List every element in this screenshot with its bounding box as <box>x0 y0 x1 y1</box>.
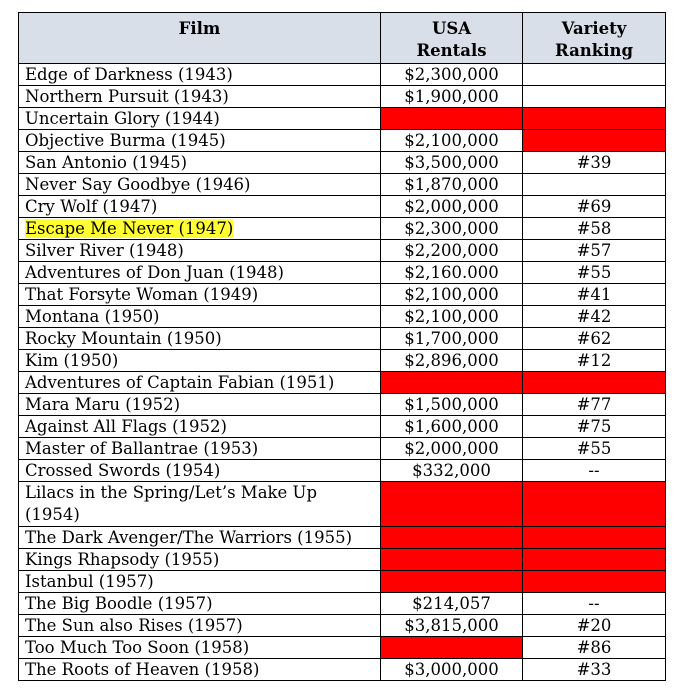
rentals-missing-cell <box>381 482 523 527</box>
film-cell <box>19 218 381 240</box>
film-title: The Dark Avenger/The Warriors (1955) <box>25 528 353 547</box>
film-cell <box>19 416 381 438</box>
ranking-cell: #77 <box>523 394 666 416</box>
header-rentals-line-1: USA <box>431 19 472 38</box>
rentals-cell: $1,900,000 <box>381 86 523 108</box>
ranking-cell: -- <box>523 460 666 482</box>
ranking-cell <box>523 86 666 108</box>
table-row <box>19 64 666 86</box>
ranking-cell: #57 <box>523 240 666 262</box>
rentals-cell: $2,300,000 <box>381 64 523 86</box>
ranking-cell: #69 <box>523 196 666 218</box>
film-title: Too Much Too Soon (1958) <box>25 638 250 657</box>
rentals-cell: $2,200,000 <box>381 240 523 262</box>
film-cell <box>19 659 381 681</box>
film-cell <box>19 593 381 615</box>
ranking-missing-cell <box>523 549 666 571</box>
header-film <box>19 13 381 64</box>
film-title: The Sun also Rises (1957) <box>25 616 243 635</box>
film-cell <box>19 549 381 571</box>
film-title: The Big Boodle (1957) <box>25 594 213 613</box>
rentals-cell: $2,000,000 <box>381 438 523 460</box>
film-cell <box>19 438 381 460</box>
table-row <box>19 637 666 659</box>
ranking-missing-cell <box>523 108 666 130</box>
table-row <box>19 262 666 284</box>
film-cell <box>19 328 381 350</box>
film-cell <box>19 240 381 262</box>
film-title: Master of Ballantrae (1953) <box>25 439 259 458</box>
table-row <box>19 394 666 416</box>
header-ranking-line-1: Variety <box>561 19 627 38</box>
rentals-missing-cell <box>381 108 523 130</box>
table-row <box>19 328 666 350</box>
rentals-cell: $332,000 <box>381 460 523 482</box>
rentals-cell: $2,160.000 <box>381 262 523 284</box>
table-row <box>19 306 666 328</box>
table-row <box>19 438 666 460</box>
table-row <box>19 460 666 482</box>
table-row <box>19 130 666 152</box>
table-row <box>19 659 666 681</box>
film-cell <box>19 460 381 482</box>
film-title: Montana (1950) <box>25 307 160 326</box>
film-title: Edge of Darkness (1943) <box>25 65 233 84</box>
film-title: Lilacs in the Spring/Let’s Make Up (1954) <box>25 483 318 524</box>
table-row <box>19 350 666 372</box>
film-cell <box>19 262 381 284</box>
film-cell <box>19 527 381 549</box>
ranking-cell: #58 <box>523 218 666 240</box>
rentals-cell: $1,500,000 <box>381 394 523 416</box>
table-row <box>19 108 666 130</box>
film-title: That Forsyte Woman (1949) <box>25 285 259 304</box>
rentals-cell: $1,870,000 <box>381 174 523 196</box>
header-row <box>19 13 666 64</box>
film-cell <box>19 174 381 196</box>
rentals-cell: $2,100,000 <box>381 306 523 328</box>
rentals-missing-cell <box>381 637 523 659</box>
film-cell <box>19 615 381 637</box>
film-title: The Roots of Heaven (1958) <box>25 660 260 679</box>
table-row <box>19 218 666 240</box>
table-row <box>19 284 666 306</box>
film-cell <box>19 86 381 108</box>
film-cell <box>19 108 381 130</box>
ranking-cell: #39 <box>523 152 666 174</box>
table-row <box>19 482 666 527</box>
film-cell <box>19 284 381 306</box>
rentals-missing-cell <box>381 527 523 549</box>
film-title: Crossed Swords (1954) <box>25 461 221 480</box>
ranking-cell: #41 <box>523 284 666 306</box>
table-row <box>19 615 666 637</box>
table-row <box>19 240 666 262</box>
film-title: Mara Maru (1952) <box>25 395 181 414</box>
header-rentals-line-2: Rentals <box>416 41 487 60</box>
ranking-cell: -- <box>523 593 666 615</box>
film-title: Adventures of Captain Fabian (1951) <box>25 373 335 392</box>
ranking-cell: #75 <box>523 416 666 438</box>
ranking-cell: #62 <box>523 328 666 350</box>
film-cell <box>19 64 381 86</box>
film-title: Escape Me Never (1947) <box>25 219 234 238</box>
film-title: Northern Pursuit (1943) <box>25 87 229 106</box>
rentals-cell: $2,000,000 <box>381 196 523 218</box>
ranking-cell: #42 <box>523 306 666 328</box>
film-title: Kings Rhapsody (1955) <box>25 550 220 569</box>
ranking-cell <box>523 64 666 86</box>
film-rentals-table <box>18 12 666 681</box>
film-title: Cry Wolf (1947) <box>25 197 158 216</box>
film-cell <box>19 571 381 593</box>
rentals-cell: $1,700,000 <box>381 328 523 350</box>
ranking-cell: #55 <box>523 262 666 284</box>
film-title: San Antonio (1945) <box>25 153 188 172</box>
film-title: Against All Flags (1952) <box>25 417 227 436</box>
ranking-cell: #86 <box>523 637 666 659</box>
table-row <box>19 416 666 438</box>
ranking-cell: #33 <box>523 659 666 681</box>
film-cell <box>19 637 381 659</box>
table-row <box>19 196 666 218</box>
rentals-cell: $1,600,000 <box>381 416 523 438</box>
rentals-missing-cell <box>381 571 523 593</box>
table-row <box>19 152 666 174</box>
film-title: Rocky Mountain (1950) <box>25 329 222 348</box>
rentals-cell: $2,100,000 <box>381 130 523 152</box>
ranking-missing-cell <box>523 130 666 152</box>
ranking-cell: #12 <box>523 350 666 372</box>
table-row <box>19 372 666 394</box>
table-body <box>19 64 666 681</box>
film-cell <box>19 394 381 416</box>
ranking-missing-cell <box>523 571 666 593</box>
rentals-cell: $3,500,000 <box>381 152 523 174</box>
header-variety-ranking <box>523 13 666 64</box>
rentals-cell: $2,896,000 <box>381 350 523 372</box>
film-title: Adventures of Don Juan (1948) <box>25 263 284 282</box>
rentals-missing-cell <box>381 372 523 394</box>
rentals-cell: $2,300,000 <box>381 218 523 240</box>
film-title: Uncertain Glory (1944) <box>25 109 220 128</box>
film-cell <box>19 306 381 328</box>
rentals-cell: $3,000,000 <box>381 659 523 681</box>
table-row <box>19 549 666 571</box>
film-title: Never Say Goodbye (1946) <box>25 175 251 194</box>
rentals-missing-cell <box>381 549 523 571</box>
table-row <box>19 571 666 593</box>
film-title: Silver River (1948) <box>25 241 184 260</box>
film-cell <box>19 196 381 218</box>
film-title: Kim (1950) <box>25 351 119 370</box>
header-usa-rentals <box>381 13 523 64</box>
rentals-cell: $3,815,000 <box>381 615 523 637</box>
film-title: Objective Burma (1945) <box>25 131 226 150</box>
film-cell <box>19 482 381 527</box>
ranking-missing-cell <box>523 482 666 527</box>
film-cell <box>19 350 381 372</box>
rentals-cell: $2,100,000 <box>381 284 523 306</box>
ranking-missing-cell <box>523 527 666 549</box>
ranking-missing-cell <box>523 372 666 394</box>
header-film-line: Film <box>178 19 221 38</box>
table-row <box>19 86 666 108</box>
table-row <box>19 174 666 196</box>
film-cell <box>19 372 381 394</box>
film-cell <box>19 130 381 152</box>
ranking-cell <box>523 174 666 196</box>
ranking-cell: #20 <box>523 615 666 637</box>
header-ranking-line-2: Ranking <box>554 41 633 60</box>
table-row <box>19 527 666 549</box>
film-title: Istanbul (1957) <box>25 572 154 591</box>
film-cell <box>19 152 381 174</box>
ranking-cell: #55 <box>523 438 666 460</box>
table-row <box>19 593 666 615</box>
rentals-cell: $214,057 <box>381 593 523 615</box>
